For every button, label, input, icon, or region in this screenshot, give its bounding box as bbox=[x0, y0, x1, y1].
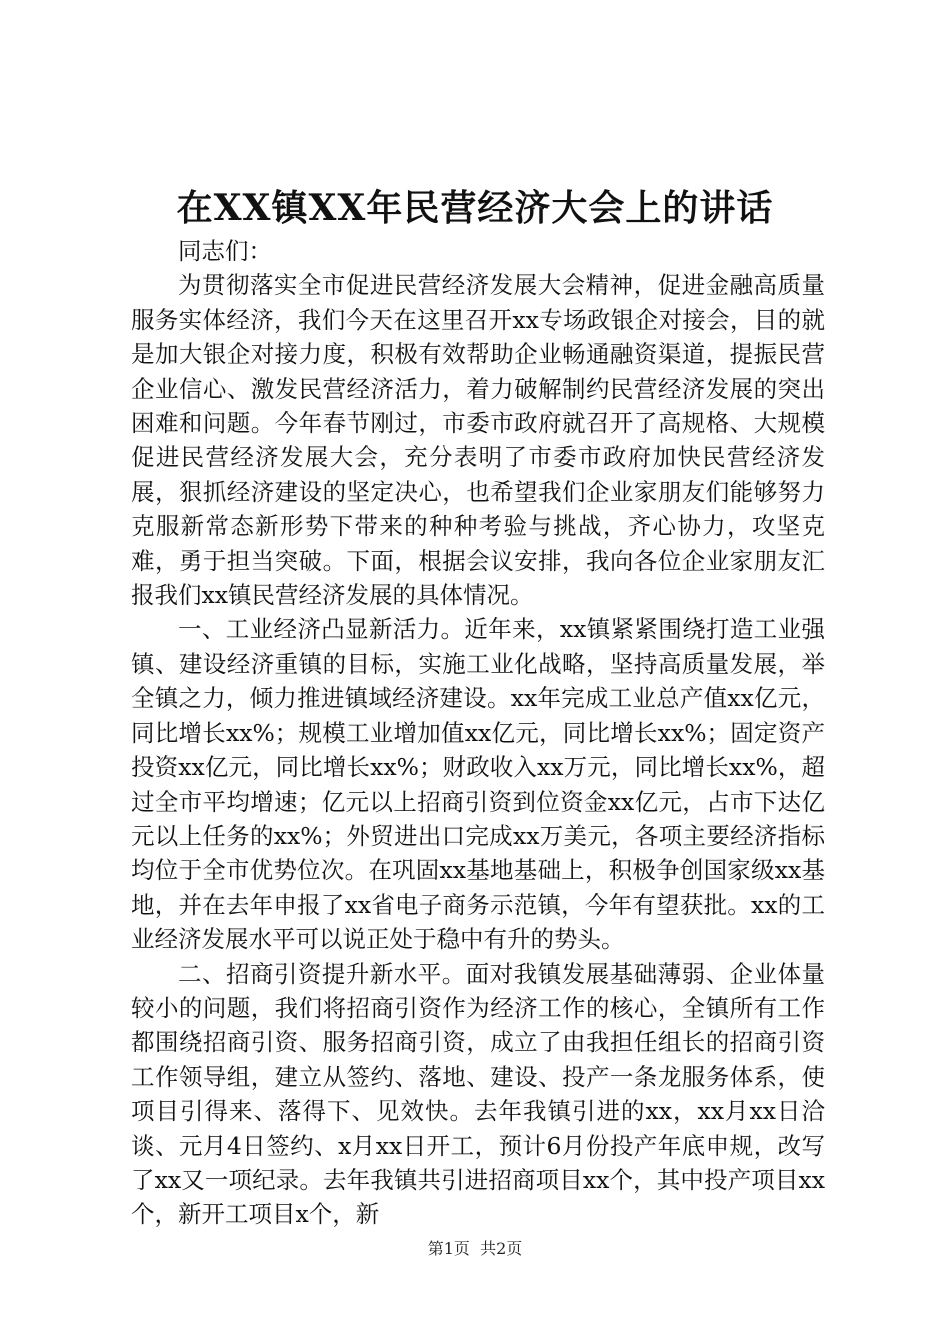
document-body bbox=[131, 234, 825, 1232]
paragraph-investment-attraction: 二、招商引资提升新水平。面对我镇发展基础薄弱、企业体量较小的问题，我们将招商引资作为经济工作的核心，全镇所有工作都围绕招商引资、服务招商引资，成立了由我担任组长的招商引资工作领导组，建立从签约、落地、建设、投产一条龙服务体系，使项目引得来、落得下、见效快。去年我镇引进的xx，xx月xx日洽谈、元月4日签约、x月xx日开工，预计6月份投产年底申规，改写了xx又一项纪录。去年我镇共引进招商项目xx个，其中投产项目xx个，新开工项目x个，新 bbox=[131, 959, 825, 1229]
salutation: 同志们： bbox=[178, 237, 272, 265]
paragraph-industrial-economy: 一、工业经济凸显新活力。近年来，xx镇紧紧围绕打造工业强镇、建设经济重镇的目标，实施工业化战略，坚持高质量发展，举全镇之力，倾力推进镇域经济建设。xx年完成工业总产值xx亿元，同比增长xx%；规模工业增加值xx亿元，同比增长xx%；固定资产投资xx亿元，同比增长xx%；财政收入xx万元，同比增长xx%，超过全市平均增速；亿元以上招商引资到位资金xx亿元，占市下达亿元以上任务的xx%；外贸进出口完成xx万美元，各项主要经济指标均位于全市优势位次。在巩固xx基地基础上，积极争创国家级xx基地，并在去年申报了xx省电子商务示范镇，今年有望获批。xx的工业经济发展水平可以说正处于稳中有升的势头。 bbox=[131, 615, 825, 954]
page-total: 共2页 bbox=[480, 1239, 523, 1258]
paragraph-intro: 为贯彻落实全市促进民营经济发展大会精神，促进金融高质量服务实体经济，我们今天在这里召开xx专场政银企对接会，目的就是加大银企对接力度，积极有效帮助企业畅通融资渠道，提振民营企业信心、激发民营经济活力，着力破解制约民营经济发展的突出困难和问题。今年春节刚过，市委市政府就召开了高规格、大规模促进民营经济发展大会，充分表明了市委市政府加快民营经济发展，狠抓经济建设的坚定决心，也希望我们企业家朋友们能够努力克服新常态新形势下带来的种种考验与挑战，齐心协力，攻坚克难，勇于担当突破。下面，根据会议安排，我向各位企业家朋友汇报我们xx镇民营经济发展的具体情况。 bbox=[131, 271, 825, 610]
footer-separator bbox=[470, 1239, 480, 1258]
page-footer bbox=[0, 1238, 950, 1260]
page-number: 第1页 bbox=[427, 1239, 470, 1258]
document-title: 在XX镇XX年民营经济大会上的讲话 bbox=[176, 187, 774, 229]
